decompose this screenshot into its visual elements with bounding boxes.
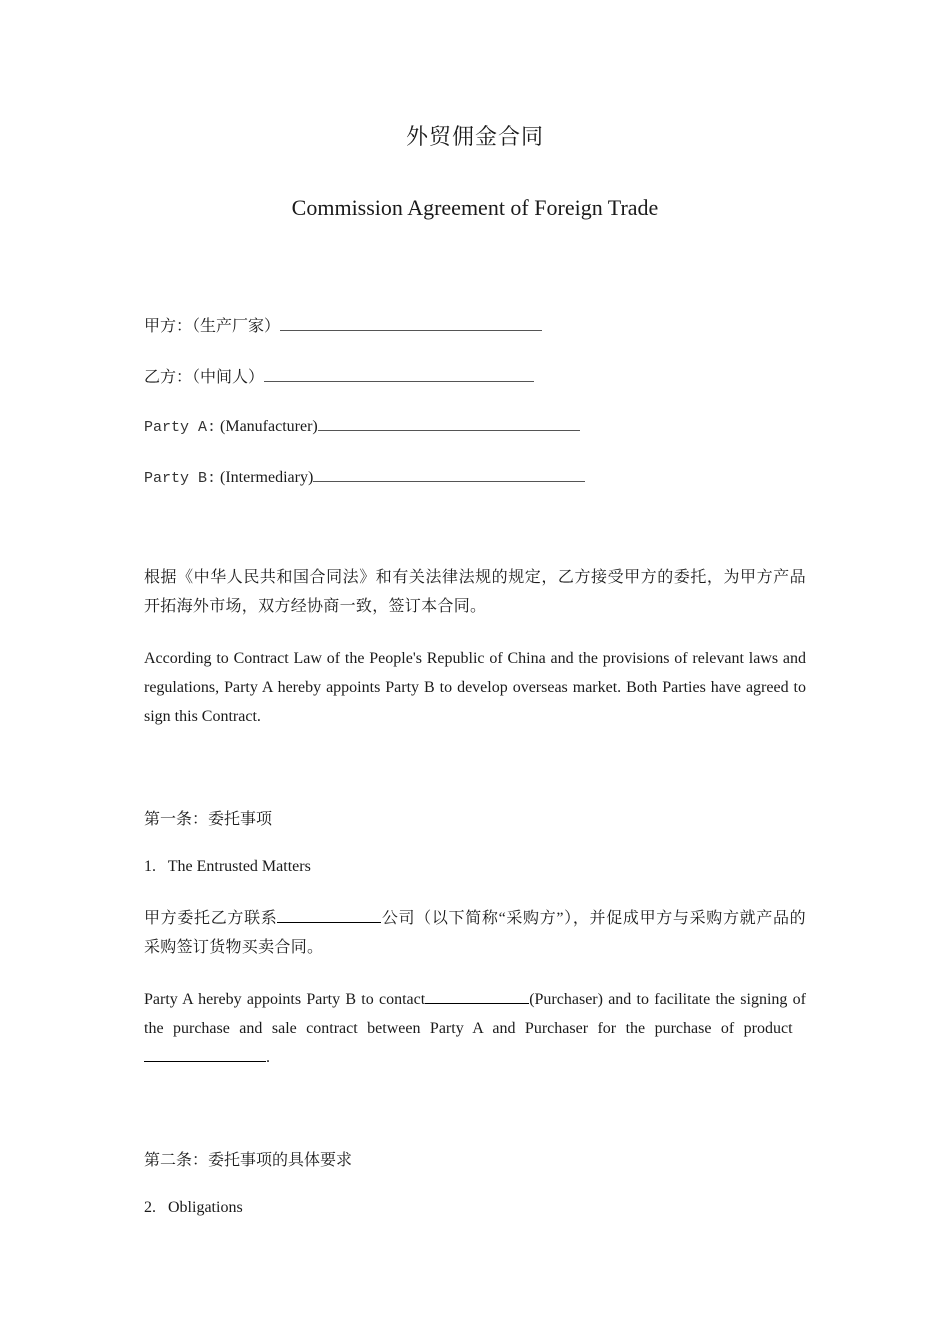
article1-heading-cn: 第一条：委托事项	[144, 811, 273, 828]
article2-title: Obligations	[168, 1199, 243, 1216]
party-b-en-blank	[313, 467, 585, 482]
article1-body-en	[144, 985, 806, 1072]
party-b-cn-blank	[264, 367, 534, 382]
article1-body-cn-part2: 公司（以下简称“采购方”），并促成甲方与采购方就产品的采购签订货物买卖合同。	[144, 910, 806, 956]
party-a-cn-blank	[280, 316, 542, 331]
title-chinese: 外贸佣金合同	[405, 124, 544, 149]
purchaser-blank-cn	[277, 908, 381, 923]
article1-heading-en	[144, 858, 311, 876]
article1-body-cn-part1: 甲方委托乙方联系	[144, 910, 278, 927]
article2-heading-en	[144, 1199, 243, 1217]
article1-title: The Entrusted Matters	[167, 858, 311, 875]
party-a-en-blank	[318, 416, 580, 431]
party-a-cn-label: 甲方：（生产厂家）	[144, 318, 281, 335]
title-english: Commission Agreement of Foreign Trade	[291, 195, 659, 220]
article2-number: 2.	[144, 1199, 156, 1216]
article2-heading-cn: 第二条：委托事项的具体要求	[144, 1152, 353, 1169]
product-blank-en	[144, 1047, 266, 1062]
preamble-cn: 根据《中华人民共和国合同法》和有关法律法规的规定，乙方接受甲方的委托，为甲方产品开拓海外市场，双方经协商一致，签订本合同。	[144, 569, 806, 615]
party-b-cn-line	[144, 364, 534, 387]
article1-body-cn	[144, 904, 806, 962]
party-b-en-line	[144, 467, 585, 487]
purchaser-blank-en	[425, 989, 529, 1004]
preamble-en: According to Contract Law of the People's Republic of China and the provisions of relevant laws and regulations, Party A hereby appoints Party B to develop overseas market. Both Parties have agreed to sign this Contract.	[144, 650, 806, 725]
party-a-cn-line	[144, 313, 542, 336]
party-a-en-line	[144, 416, 580, 436]
article1-number: 1.	[144, 858, 156, 875]
article1-body-en-part1: Party A hereby appoints Party B to contact	[144, 991, 426, 1008]
party-a-en-role: (Manufacturer)	[220, 418, 318, 435]
party-b-en-label: Party B:	[144, 470, 217, 487]
article1-body-en-end: .	[266, 1049, 270, 1066]
party-b-cn-label: 乙方：（中间人）	[144, 369, 265, 386]
article1-body-en-part2: (Purchaser) and to facilitate the signing of the purchase and sale contract between Party A and Purchaser for the purchase of product	[144, 991, 806, 1037]
party-b-en-role: (Intermediary)	[220, 469, 314, 486]
party-a-en-label: Party A:	[144, 419, 217, 436]
